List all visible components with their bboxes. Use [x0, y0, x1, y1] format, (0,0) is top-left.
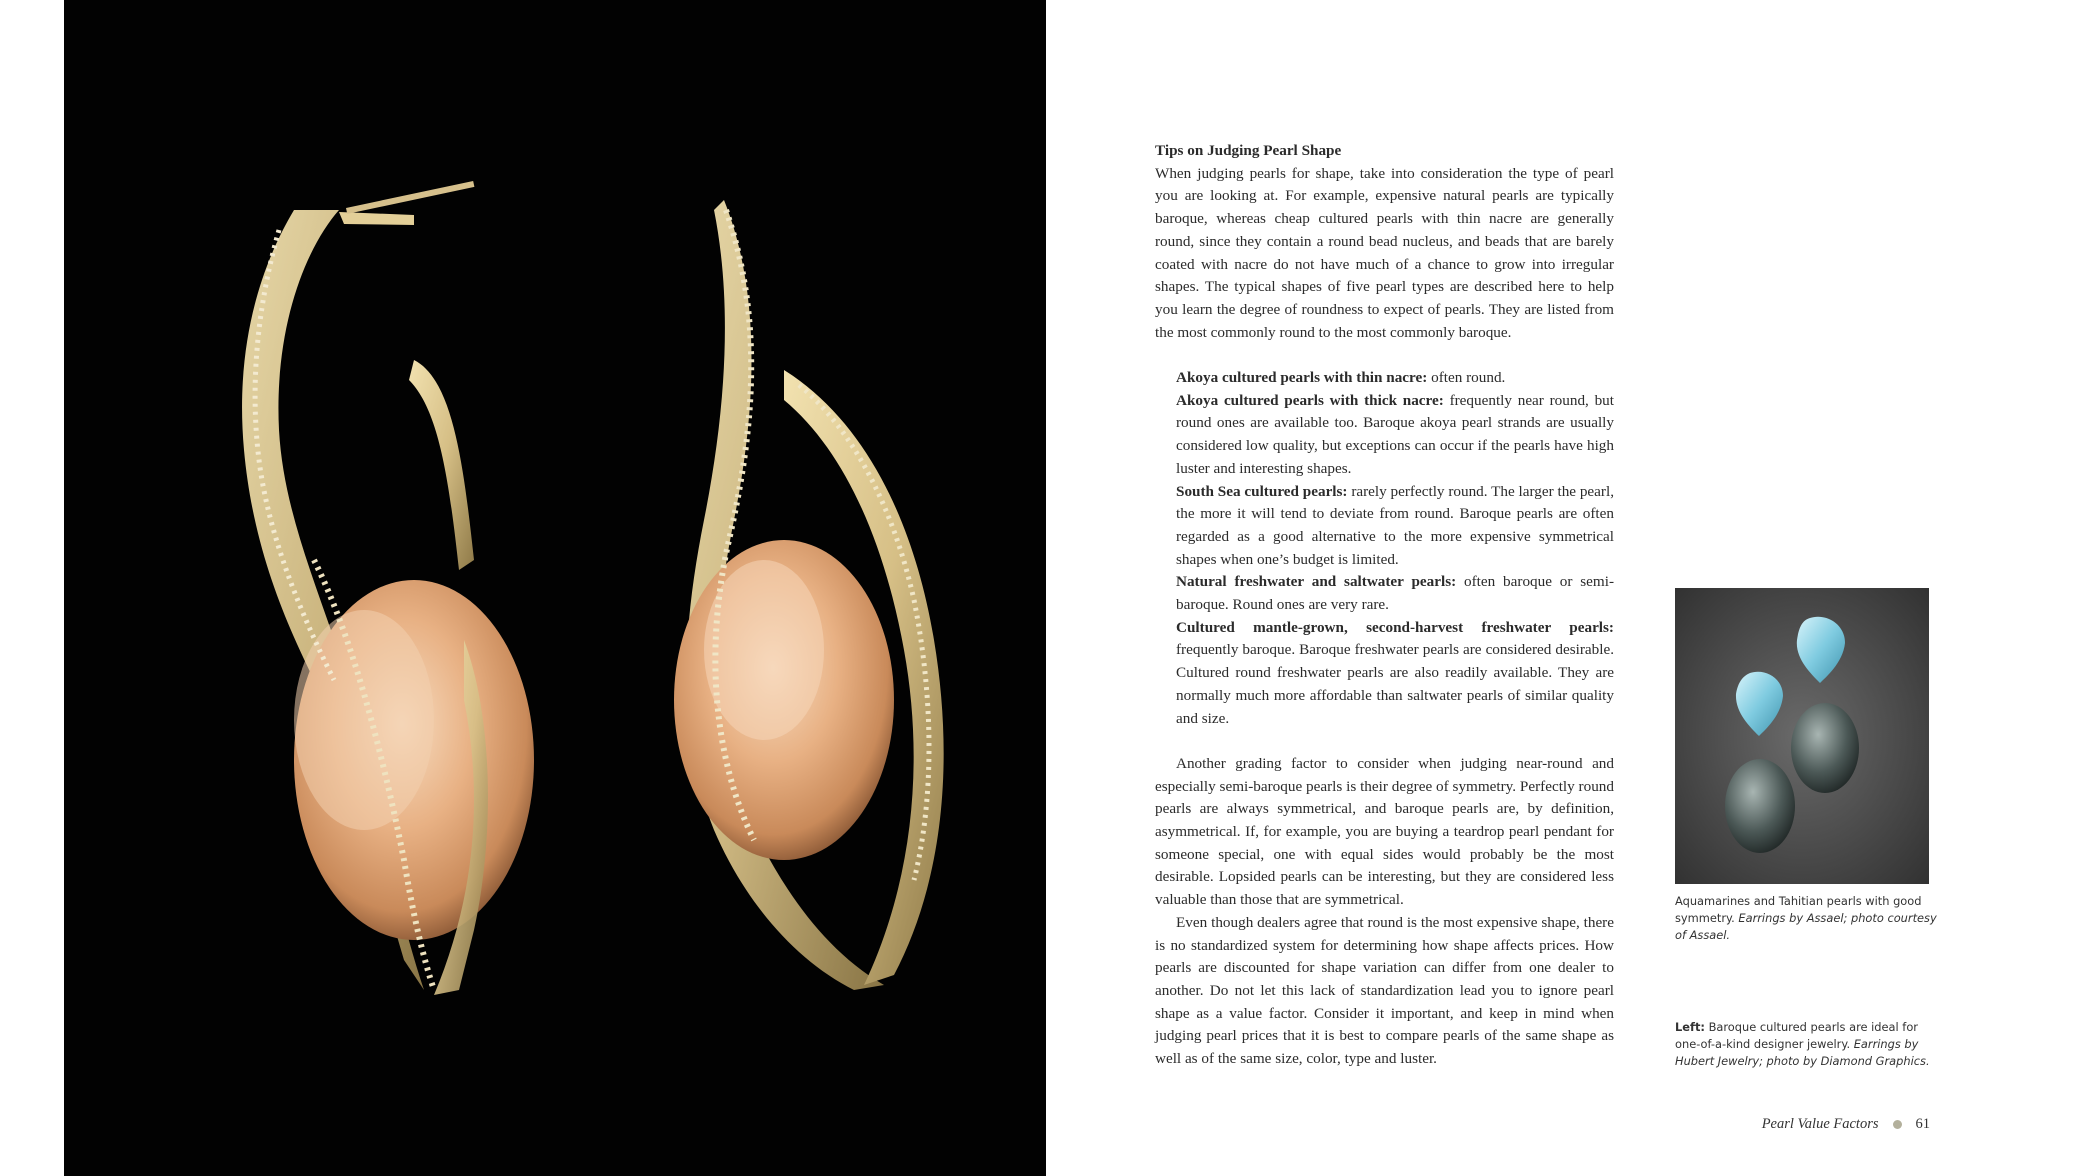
pearl-type-item: [1155, 481, 1614, 572]
pearl-type-term: Akoya cultured pearls with thin nacre:: [1176, 369, 1428, 387]
intro-paragraph: When judging pearls for shape, take into consideration the type of pearl you are looking at. For example, expensive natural pearls are typically baroque, whereas cheap cultured pearls with thin nacre are generally round, since they contain a round bead nucleus, and beads that are barely coated with nacre do not have much of a chance to grow into irregular shapes. The typical shapes of five pearl types are described here to help you learn the degree of roundness to expect of pearls. They are listed from the most commonly round to the most commonly baroque.: [1155, 164, 1614, 341]
running-footer-title: Pearl Value Factors: [1761, 1116, 1879, 1132]
aquamarine-pearls-photo: [1675, 588, 1929, 884]
aquamarine-pearls-illustration: [1675, 588, 1929, 884]
pearl-type-desc: frequently near round, but round ones are available too. Baroque akoya pearl strands are usually considered low quality, but exceptions can occur if the pearls have high luster and interesting shapes.: [1176, 391, 1614, 477]
pearl-type-item: [1155, 390, 1614, 481]
dealers-paragraph: Even though dealers agree that round is the most expensive shape, there is no standardized system for determining how shape affects prices. How pearls are discounted for shape variation can differ from one dealer to another. Do not let this lack of standardization lead you to ignore pearl shape as a value factor. Consider it important, and keep in mind when judging pearl prices that it is best to compare pearls of the same shape as well as of the same size, color, type and luster.: [1155, 913, 1614, 1068]
caption-credit: Earrings by Assael; photo courtesy of Assael.: [1675, 911, 1937, 942]
caption-credit: Earrings by Hubert Jewelry; photo by Diamond Graphics.: [1675, 1037, 1930, 1068]
pearl-type-term: South Sea cultured pearls:: [1176, 482, 1348, 500]
page-footer: [1762, 1116, 1930, 1133]
caption-text: Aquamarines and Tahitian pearls with good symmetry.: [1675, 894, 1922, 925]
pearl-type-term: Cultured mantle-grown, second-harvest freshwater pearls:: [1176, 618, 1614, 636]
footer-dot-icon: [1893, 1120, 1902, 1129]
pearl-type-item: [1155, 617, 1614, 731]
article-body: [1155, 140, 1614, 1071]
earrings-photo: [64, 0, 1046, 1176]
caption-label: Left:: [1675, 1020, 1705, 1034]
earrings-illustration: [64, 0, 1046, 1176]
pearl-type-item: [1155, 367, 1614, 390]
pearl-type-desc: often round.: [1427, 369, 1506, 387]
left-photo-caption: [1675, 1019, 1937, 1070]
left-earring: [242, 181, 534, 995]
pearl-type-term: Akoya cultured pearls with thick nacre:: [1176, 391, 1444, 409]
section-heading: Tips on Judging Pearl Shape: [1155, 142, 1342, 159]
pearl-type-desc: often baroque or semi-baroque. Round ones are very rare.: [1176, 573, 1615, 614]
pearl-type-desc: frequently baroque. Baroque freshwater pearls are considered desirable. Cultured round freshwater pearls are also readily available. They are normally much more affordable than saltwater pearls of similar quality and size.: [1176, 641, 1614, 727]
caption-text: Baroque cultured pearls are ideal for one-of-a-kind designer jewelry.: [1675, 1020, 1918, 1051]
small-photo-caption: [1675, 893, 1937, 944]
pearl-type-item: [1155, 571, 1614, 616]
pearl-type-term: Natural freshwater and saltwater pearls:: [1176, 573, 1457, 591]
right-earring: [674, 200, 944, 990]
symmetry-paragraph: Another grading factor to consider when judging near-round and especially semi-baroque pearls is their degree of symmetry. Perfectly round pearls are always symmetrical, and baroque pearls are, by definition, asymmetrical. If, for example, you are buying a teardrop pearl pendant for someone special, one with equal sides would probably be the most desirable. Lopsided pearls can be interesting, but they are considered less valuable than those that are symmetrical.: [1155, 754, 1614, 909]
pearl-type-desc: rarely perfectly round. The larger the pearl, the more it will tend to deviate from round. Baroque pearls are often regarded as a good alternative to the more expensive symmetrical shapes when one’s budget is limited.: [1176, 482, 1614, 568]
page-number: 61: [1915, 1116, 1930, 1132]
